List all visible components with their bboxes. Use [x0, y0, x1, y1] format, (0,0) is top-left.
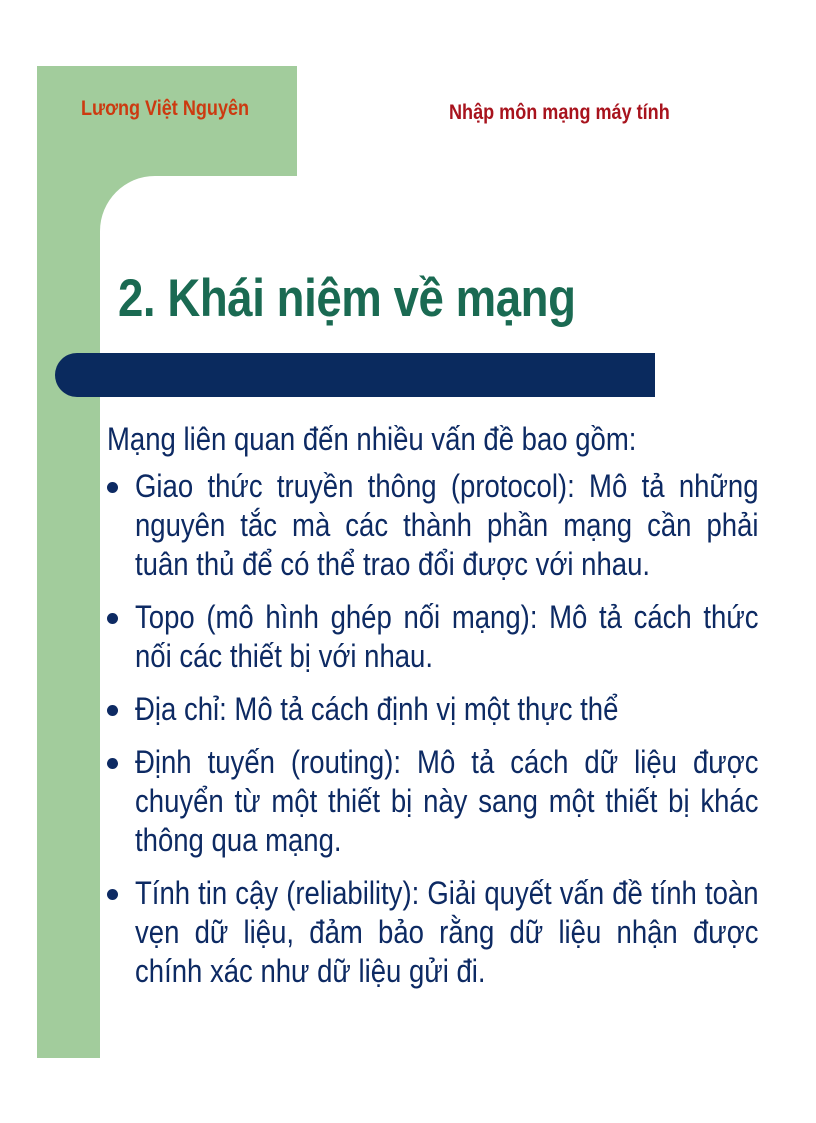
bullet-dot-icon: [107, 705, 118, 716]
title-underline-bar: [55, 353, 655, 397]
bullet-dot-icon: [107, 613, 118, 624]
list-item: [107, 874, 757, 991]
course-title: Nhập môn mạng máy tính: [449, 101, 670, 124]
list-item: [107, 690, 757, 729]
list-item-text: Định tuyến (routing): Mô tả cách dữ liệu được chuyển từ một thiết bị này sang một thiết bị khác thông qua mạng.: [135, 744, 759, 858]
list-item-text: Tính tin cậy (reliability): Giải quyết vấn đề tính toàn vẹn dữ liệu, đảm bảo rằng dữ liệu nhận được chính xác như dữ liệu gửi đi.: [135, 875, 759, 989]
list-item-text: Topo (mô hình ghép nối mạng): Mô tả cách thức nối các thiết bị với nhau.: [135, 599, 759, 674]
intro-text: Mạng liên quan đến nhiều vấn đề bao gồm:: [107, 421, 637, 457]
slide-body: [107, 420, 757, 1005]
bullet-dot-icon: [107, 889, 118, 900]
list-item-text: Giao thức truyền thông (protocol): Mô tả những nguyên tắc mà các thành phần mạng cần phải tuân thủ để có thể trao đổi được với nhau.: [135, 468, 759, 582]
bullet-list: [107, 467, 757, 991]
bullet-dot-icon: [107, 758, 118, 769]
author-name: Lương Việt Nguyên: [81, 97, 250, 120]
list-item-text: Địa chỉ: Mô tả cách định vị một thực thể: [135, 691, 619, 727]
list-item: [107, 743, 757, 860]
bullet-dot-icon: [107, 482, 118, 493]
list-item: [107, 598, 757, 676]
slide-title: 2. Khái niệm về mạng: [118, 269, 576, 328]
list-item: [107, 467, 757, 584]
